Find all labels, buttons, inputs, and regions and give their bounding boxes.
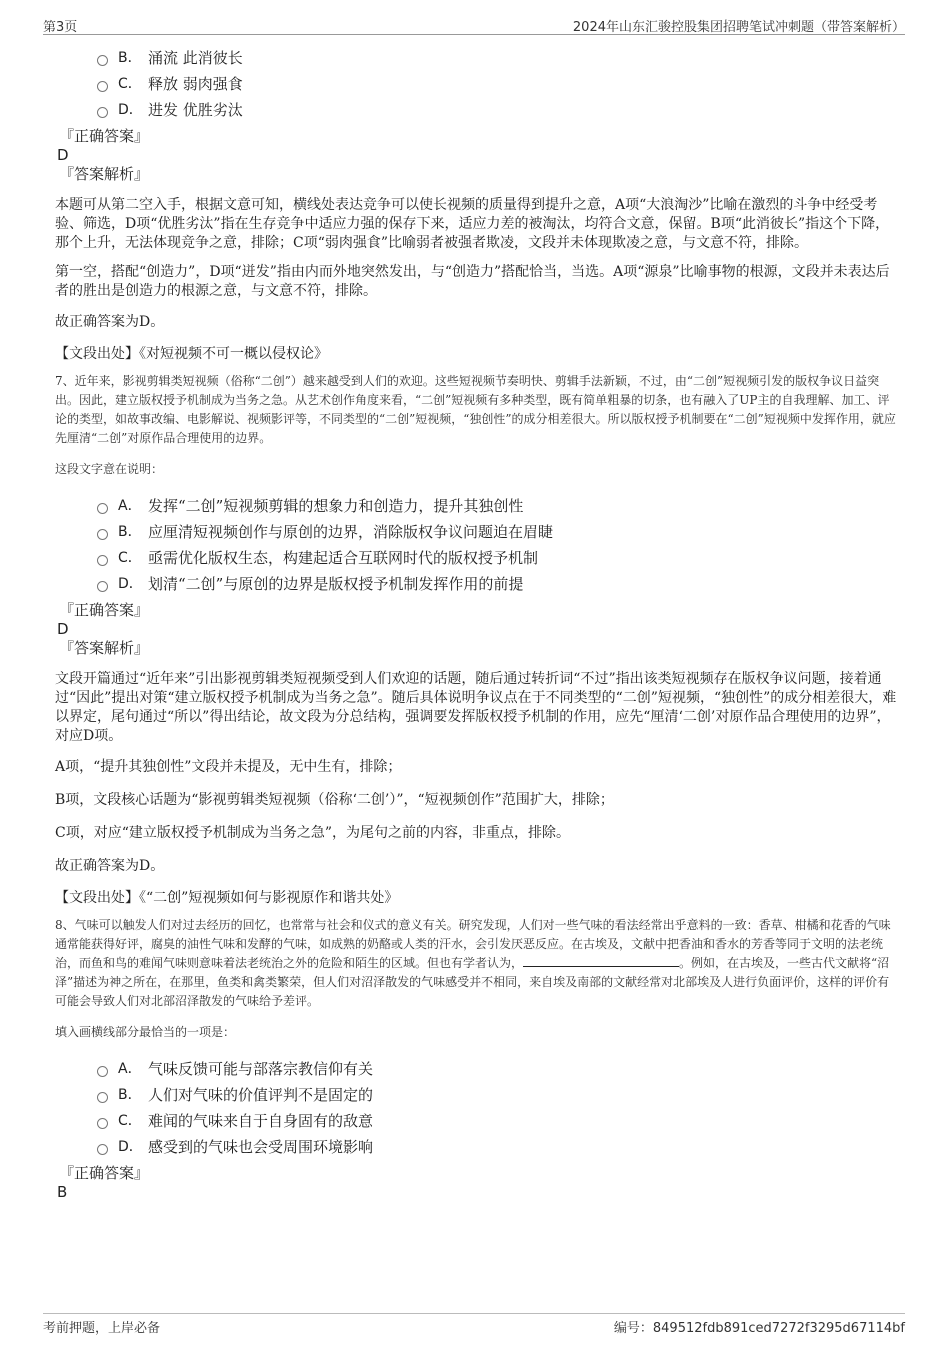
question-prompt: 这段文字意在说明： [55,462,164,476]
option-c[interactable]: C． 释放 弱肉强食 [97,70,900,96]
analysis-paragraph: 文段开篇通过“近年来”引出影视剪辑类短视频受到人们欢迎的话题，随后通过转折词“不过”指出该类短视频存在版权争议问题，接着通过“因此”提出对策“建立版权授予机制成为当务之急”。随后具体说明争议点在于不同类型的“二创”短视频，“独创性”的成分相差很大，难以界定，尾句通过“所以”得出结论，故文段为分总结构，强调要发挥版权授予机制的作用，应先“厘清‘二创’对原作品合理使用的边界”，对应D项。 [55,671,897,744]
fill-blank [601,954,679,967]
radio-icon[interactable] [97,503,108,514]
option-b[interactable]: B． 应厘清短视频创作与原创的边界，消除版权争议问题迫在眉睫 [97,518,900,544]
option-c[interactable]: C． 亟需优化版权生态，构建起适合互联网时代的版权授予机制 [97,544,900,570]
analysis-paragraph: 故正确答案为D。 [55,858,165,874]
analysis-paragraph: 第一空，搭配“创造力”，D项“迸发”指由内而外地突然发出，与“创造力”搭配恰当，当选。A项“源泉”比喻事物的根源，文段并未表达后者的胜出是创造力的根源之意，与文意不符，排除。 [55,264,890,299]
option-d[interactable]: D． 感受到的气味也会受周围环境影响 [97,1133,900,1159]
radio-icon[interactable] [97,529,108,540]
page-number: 第3页 [43,20,78,35]
analysis-paragraph: B项，文段核心话题为“影视剪辑类短视频（俗称‘二创’）”，“短视频创作”范围扩大，排除； [55,792,614,808]
fill-blank [523,954,601,967]
q6-options [55,44,900,122]
option-d[interactable]: D． 划清“二创”与原创的边界是版权授予机制发挥作用的前提 [97,570,900,596]
analysis-label: 『答案解析』 [59,639,150,657]
answer-label: 『正确答案』 [59,601,150,619]
page-footer [43,1313,905,1336]
source-reference: 【文段出处】《对短视频不可一概以侵权论》 [55,346,328,362]
analysis-paragraph: A项，“提升其独创性”文段并未提及，无中生有，排除； [55,759,402,775]
radio-icon[interactable] [97,581,108,592]
radio-icon[interactable] [97,1144,108,1155]
radio-icon[interactable] [97,555,108,566]
radio-icon[interactable] [97,1092,108,1103]
radio-icon[interactable] [97,81,108,92]
page-header [43,12,905,35]
answer-value: D [57,146,69,164]
option-b[interactable]: B． 人们对气味的价值评判不是固定的 [97,1081,900,1107]
radio-icon[interactable] [97,1118,108,1129]
radio-icon[interactable] [97,1066,108,1077]
analysis-paragraph: 故正确答案为D。 [55,314,165,330]
q7-options [55,492,900,596]
option-b[interactable]: B． 涌流 此消彼长 [97,44,900,70]
question-stem: 8、气味可以触发人们对过去经历的回忆，也常常与社会和仪式的意义有关。研究发现，人们对一些气味的看法经常出乎意料的一致：香草、柑橘和花香的气味通常能获得好评，腐臭的油性气味和发酵的气味，如成熟的奶酪或人类的汗水，会引发厌恶反应。在古埃及，文献中把香油和香水的芳香等同于文明的法老统治，而鱼和鸟的难闻气味则意味着法老统治之外的危险和陌生的区域。但也有学者认为， 。例如，在古埃及，一些古代文献将“沼泽”描述为神之所在，在那里，鱼类和禽类繁荣，但人们对沼泽散发的气味感受并不相同，来自埃及南部的文献经常对北部埃及人进行负面评价，这样的评价有可能会导致人们对北部沼泽散发的气味给予差评。 [55,918,891,1008]
option-a[interactable]: A． 气味反馈可能与部落宗教信仰有关 [97,1055,900,1081]
document-title: 2024年山东汇骏控股集团招聘笔试冲刺题（带答案解析） [572,20,905,35]
answer-value: B [57,1183,68,1201]
option-a[interactable]: A． 发挥“二创”短视频剪辑的想象力和创造力，提升其独创性 [97,492,900,518]
document-body [55,44,900,1201]
q8-options [55,1055,900,1159]
analysis-paragraph: C项，对应“建立版权授予机制成为当务之急”，为尾句之前的内容，非重点，排除。 [55,825,571,841]
question-stem: 7、近年来，影视剪辑类短视频（俗称“二创”）越来越受到人们的欢迎。这些短视频节奏明快、剪辑手法新颖，不过，由“二创”短视频引发的版权争议日益突出。因此，建立版权授予机制成为当务之急。从艺术创作角度来看，“二创”短视频有多种类型，既有简单粗暴的切条，也有融入了UP主的自我理解、加工、评论的类型，如故事改编、电影解说、视频影评等，不同类型的“二创”短视频，“独创性”的成分相差很大。所以版权授予机制要在“二创”短视频中发挥作用，就应先厘清“二创”对原作品合理使用的边界。 [55,374,896,445]
answer-label: 『正确答案』 [59,127,150,145]
analysis-label: 『答案解析』 [59,165,150,183]
option-d[interactable]: D． 进发 优胜劣汰 [97,96,900,122]
radio-icon[interactable] [97,55,108,66]
document-id: 编号：849512fdb891ced7272f3295d67114bf [613,1321,905,1336]
analysis-paragraph: 本题可从第二空入手，根据文意可知，横线处表达竞争可以使长视频的质量得到提升之意，A项“大浪淘沙”比喻在激烈的斗争中经受考验、筛选，D项“优胜劣汰”指在生存竞争中适应力强的保存下来，适应力差的被淘汰，均符合文意，保留。B项“此消彼长”指这个下降，那个上升，无法体现竞争之意，排除；C项“弱肉强食”比喻弱者被强者欺凌，文段并未体现欺凌之意，与文意不符，排除。 [55,197,890,251]
answer-label: 『正确答案』 [59,1164,150,1182]
source-reference: 【文段出处】《“二创”短视频如何与影视原作和谐共处》 [55,890,399,906]
question-prompt: 填入画横线部分最恰当的一项是： [55,1025,236,1039]
answer-value: D [57,620,69,638]
option-c[interactable]: C． 难闻的气味来自于自身固有的敌意 [97,1107,900,1133]
footer-slogan: 考前押题，上岸必备 [43,1321,161,1336]
radio-icon[interactable] [97,107,108,118]
